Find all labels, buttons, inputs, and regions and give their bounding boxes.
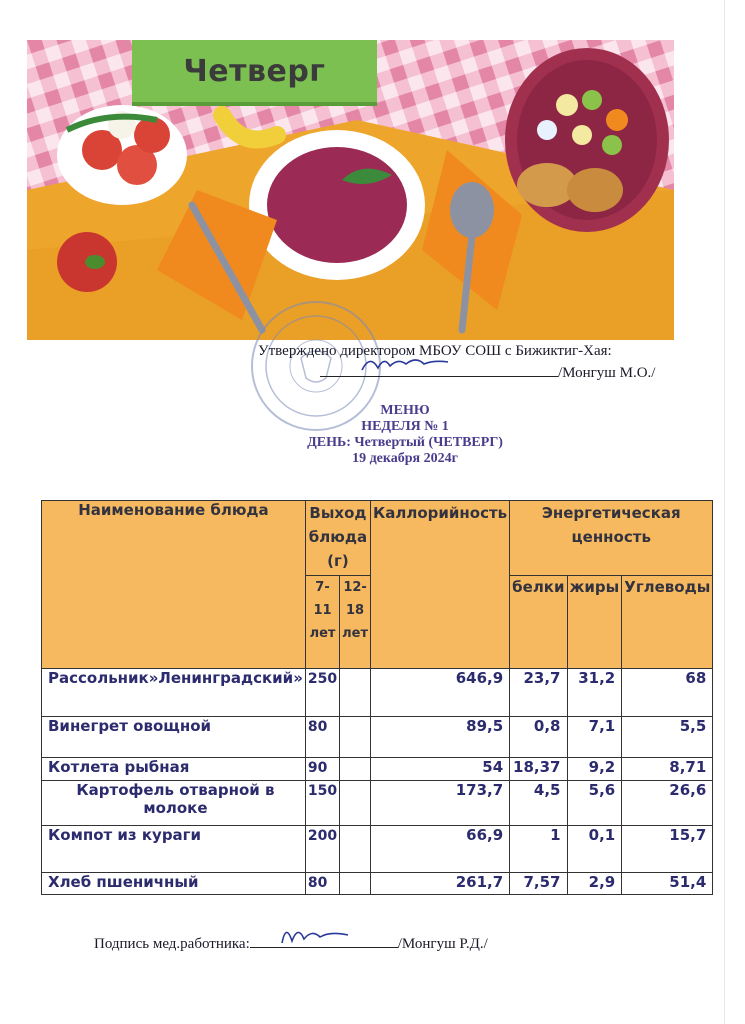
header-calories: Каллорийность bbox=[371, 501, 510, 669]
yield-7-11: 80 bbox=[305, 873, 339, 895]
yield-12-18 bbox=[340, 781, 371, 826]
medical-signature-label: Подпись мед.работника: bbox=[94, 936, 250, 952]
yield-12-18 bbox=[340, 758, 371, 781]
medical-signature bbox=[280, 921, 350, 947]
header-yield: Выход блюда (г) bbox=[305, 501, 370, 576]
yield-7-11: 150 bbox=[305, 781, 339, 826]
carbs: 51,4 bbox=[622, 873, 713, 895]
yield-7-11: 90 bbox=[305, 758, 339, 781]
director-signature-field bbox=[320, 364, 558, 377]
fat: 31,2 bbox=[567, 669, 622, 717]
calories: 54 bbox=[371, 758, 510, 781]
protein: 23,7 bbox=[510, 669, 567, 717]
menu-date: 19 декабря 2024г bbox=[352, 451, 458, 466]
day-title: Четверг bbox=[183, 53, 326, 89]
carbs: 15,7 bbox=[622, 826, 713, 873]
header-fat: жиры bbox=[567, 576, 622, 669]
approval-signature-line bbox=[320, 364, 655, 382]
calories: 261,7 bbox=[371, 873, 510, 895]
medical-signature-field bbox=[250, 935, 398, 948]
carbs: 68 bbox=[622, 669, 713, 717]
protein: 18,37 bbox=[510, 758, 567, 781]
calories: 173,7 bbox=[371, 781, 510, 826]
header-protein: белки bbox=[510, 576, 567, 669]
protein: 4,5 bbox=[510, 781, 567, 826]
header-age-12-18: 12-18 лет bbox=[340, 576, 371, 669]
yield-7-11: 200 bbox=[305, 826, 339, 873]
table-row bbox=[42, 826, 713, 873]
dish-name: Винегрет овощной bbox=[42, 717, 306, 758]
medical-worker-name: /Монгуш Р.Д./ bbox=[397, 936, 488, 952]
header-dish-name: Наименование блюда bbox=[42, 501, 306, 669]
fat: 2,9 bbox=[567, 873, 622, 895]
yield-12-18 bbox=[340, 717, 371, 758]
approval-line: Утверждено директором МБОУ СОШ с Бижиктиг-Хая: bbox=[258, 343, 612, 359]
medical-signature-line bbox=[94, 935, 488, 953]
carbs: 8,71 bbox=[622, 758, 713, 781]
header-energy: Энергетическая ценность bbox=[510, 501, 713, 576]
calories: 89,5 bbox=[371, 717, 510, 758]
protein: 0,8 bbox=[510, 717, 567, 758]
day-label: ДЕНЬ: Четвертый (ЧЕТВЕРГ) bbox=[307, 435, 503, 450]
table-row bbox=[42, 781, 713, 826]
header-carbs: Углеводы bbox=[622, 576, 713, 669]
director-name: /Монгуш М.О./ bbox=[558, 365, 656, 381]
dish-name: Котлета рыбная bbox=[42, 758, 306, 781]
calories: 66,9 bbox=[371, 826, 510, 873]
protein: 7,57 bbox=[510, 873, 567, 895]
yield-7-11: 80 bbox=[305, 717, 339, 758]
yield-12-18 bbox=[340, 826, 371, 873]
yield-12-18 bbox=[340, 669, 371, 717]
table-row bbox=[42, 717, 713, 758]
dish-name: Хлеб пшеничный bbox=[42, 873, 306, 895]
dish-name: Компот из кураги bbox=[42, 826, 306, 873]
menu-banner bbox=[27, 40, 674, 340]
dish-name: Рассольник»Ленинградский» bbox=[42, 669, 306, 717]
table-row bbox=[42, 758, 713, 781]
fat: 7,1 bbox=[567, 717, 622, 758]
carbs: 5,5 bbox=[622, 717, 713, 758]
fat: 0,1 bbox=[567, 826, 622, 873]
menu-title: МЕНЮ bbox=[380, 403, 430, 418]
header-age-7-11: 7-11 лет bbox=[305, 576, 339, 669]
fat: 5,6 bbox=[567, 781, 622, 826]
day-title-plate bbox=[132, 40, 377, 106]
page-edge bbox=[724, 0, 725, 1024]
table-row bbox=[42, 669, 713, 717]
yield-7-11: 250 bbox=[305, 669, 339, 717]
dish-name: Картофель отварной в молоке bbox=[42, 781, 306, 826]
calories: 646,9 bbox=[371, 669, 510, 717]
protein: 1 bbox=[510, 826, 567, 873]
yield-12-18 bbox=[340, 873, 371, 895]
carbs: 26,6 bbox=[622, 781, 713, 826]
fat: 9,2 bbox=[567, 758, 622, 781]
week-number: НЕДЕЛЯ № 1 bbox=[361, 419, 449, 434]
menu-title-block bbox=[255, 403, 555, 467]
table-row bbox=[42, 873, 713, 895]
director-signature bbox=[360, 350, 450, 376]
menu-table bbox=[41, 500, 713, 895]
